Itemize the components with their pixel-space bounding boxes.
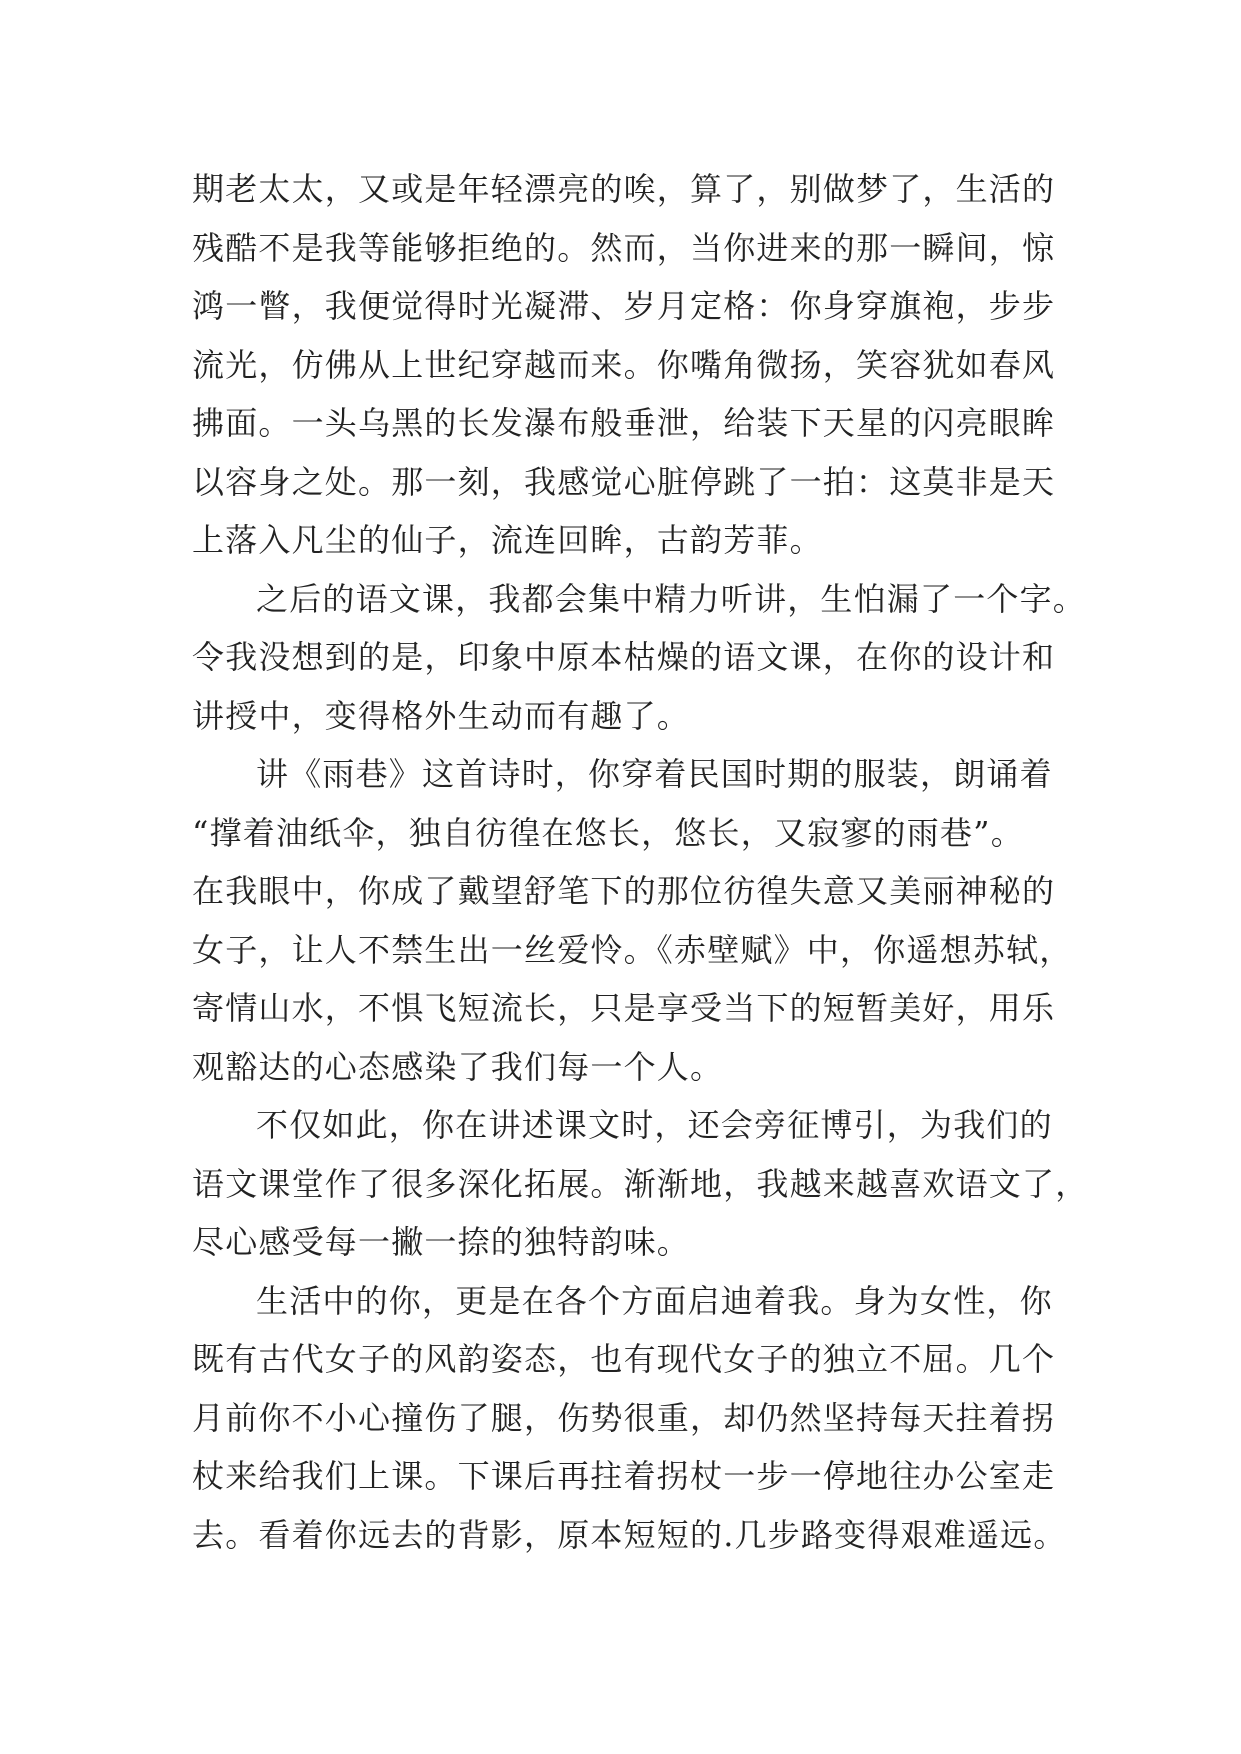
text-line: 在我眼中，你成了戴望舒笔下的那位彷徨失意又美丽神秘的 — [192, 872, 1056, 910]
text-line: 女子，让人不禁生出一丝爱怜。《赤壁赋》中，你遥想苏轼， — [192, 930, 1073, 969]
text-line: 上落入凡尘的仙子，流连回眸，古韵芳菲。 — [192, 521, 823, 559]
text-line: 尽心感受每一撇一捺的独特韵味。 — [192, 1223, 691, 1261]
paragraph-first-line: 之后的语文课，我都会集中精力听讲，生怕漏了一个字。 — [256, 579, 1087, 618]
essay-body — [192, 160, 1089, 1564]
text-line: 去。看着你远去的背影，原本短短的.几步路变得艰难遥远。 — [192, 1515, 1067, 1554]
paragraph-first-line: 不仅如此，你在讲述课文时，还会旁征博引，为我们的 — [256, 1106, 1053, 1144]
text-line: 令我没想到的是，印象中原本枯燥的语文课，在你的设计和 — [192, 638, 1056, 676]
paragraph-first-line: 讲《雨巷》这首诗时，你穿着民国时期的服装，朗诵着 — [256, 755, 1053, 793]
paragraph-first-line: 生活中的你，更是在各个方面启迪着我。身为女性，你 — [256, 1281, 1053, 1320]
text-line: 期老太太，又或是年轻漂亮的唉，算了，别做梦了，生活的 — [192, 170, 1056, 208]
text-line: 流光，仿佛从上世纪穿越而来。你嘴角微扬，笑容犹如春风 — [192, 345, 1056, 384]
text-line: 鸿一瞥，我便觉得时光凝滞、岁月定格：你身穿旗袍，步步 — [192, 287, 1056, 325]
text-line: “撑着油纸伞，独自彷徨在悠长，悠长，又寂寥的雨巷”。 — [192, 813, 1024, 852]
text-line: 语文课堂作了很多深化拓展。渐渐地，我越来越喜欢语文了， — [192, 1164, 1089, 1203]
text-line: 以容身之处。那一刻，我感觉心脏停跳了一拍：这莫非是天 — [192, 462, 1056, 501]
text-line: 讲授中，变得格外生动而有趣了。 — [192, 696, 691, 735]
text-line: 杖来给我们上课。下课后再拄着拐杖一步一停地往办公室走 — [192, 1457, 1056, 1495]
text-line: 月前你不小心撞伤了腿，伤势很重，却仍然坚持每天拄着拐 — [192, 1398, 1056, 1437]
text-line: 寄情山水，不惧飞短流长，只是享受当下的短暂美好，用乐 — [192, 989, 1056, 1027]
text-line: 拂面。一头乌黑的长发瀑布般垂泄，给装下天星的闪亮眼眸 — [192, 404, 1056, 442]
text-line: 观豁达的心态感染了我们每一个人。 — [192, 1047, 724, 1086]
text-line: 残酷不是我等能够拒绝的。然而，当你进来的那一瞬间，惊 — [192, 228, 1056, 267]
text-line: 既有古代女子的风韵姿态，也有现代女子的独立不屈。几个 — [192, 1340, 1056, 1378]
